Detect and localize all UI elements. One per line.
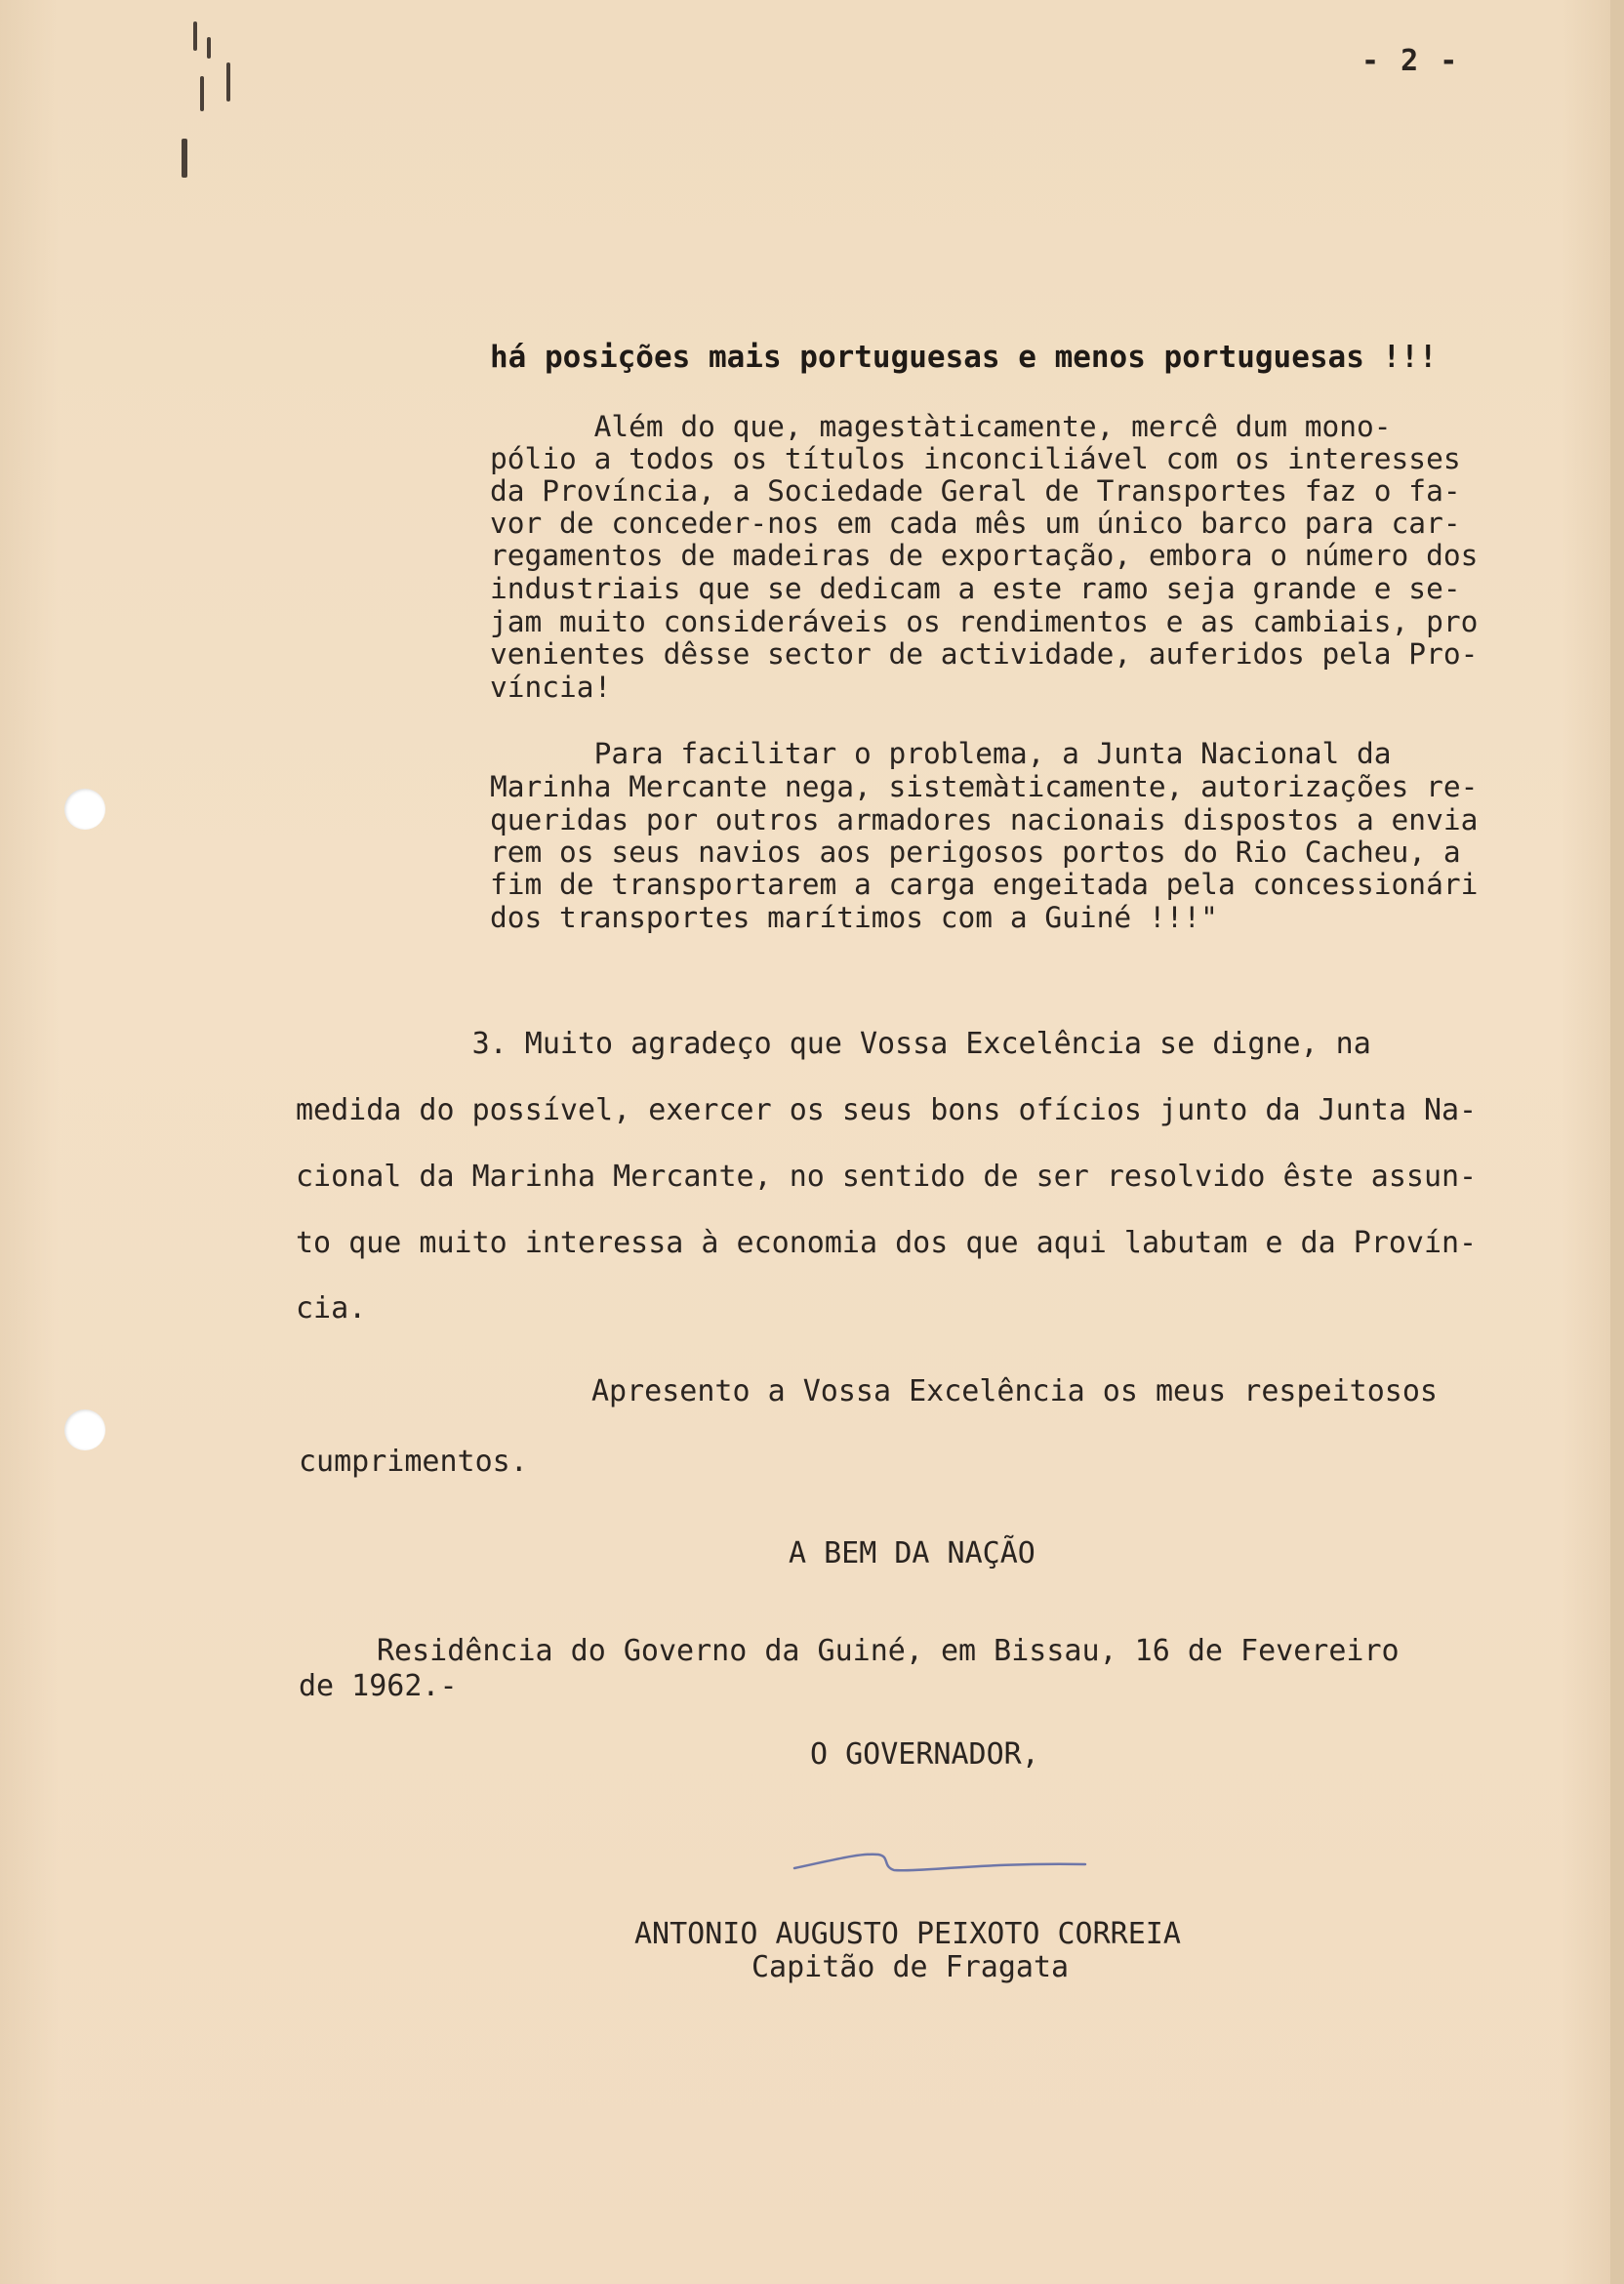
pencil-mark: [207, 37, 211, 59]
motto: A BEM DA NAÇÃO: [789, 1536, 1035, 1570]
place-date-year: de 1962.-: [299, 1669, 458, 1703]
punch-hole-lower: [64, 1409, 105, 1450]
page-number: - 2 -: [1361, 44, 1460, 78]
pencil-mark: [182, 139, 187, 178]
quote-line: vor de conceder-nos em cada mês um único barco para car-: [490, 507, 1461, 540]
paragraph-line: cia.: [296, 1291, 367, 1326]
quote-closing-line: há posições mais portuguesas e menos portuguesas !!!: [490, 340, 1438, 375]
quote-line: Para facilitar o problema, a Junta Nacional da: [490, 737, 1392, 770]
quote-line: jam muito consideráveis os rendimentos e as cambiais, pro: [490, 605, 1479, 638]
quote-line: queridas por outros armadores nacionais dispostos a envia: [490, 803, 1479, 836]
quote-line: pólio a todos os títulos inconciliável com os interesses: [490, 442, 1461, 475]
pencil-mark: [193, 21, 197, 51]
quote-line: venientes dêsse sector de actividade, auferidos pela Pro-: [490, 637, 1479, 671]
signatory-title: O GOVERNADOR,: [810, 1737, 1039, 1772]
quote-line: Além do que, magestàticamente, mercê dum mono-: [490, 410, 1392, 443]
pencil-mark: [200, 76, 204, 111]
page-edge: [1610, 0, 1624, 2284]
paragraph-line: 3. Muito agradeço que Vossa Excelência se digne, na: [296, 1027, 1371, 1061]
quote-line: da Província, a Sociedade Geral de Transportes faz o fa-: [490, 474, 1461, 508]
quote-line: víncia!: [490, 671, 612, 704]
paragraph-line: medida do possível, exercer os seus bons ofícios junto da Junta Na-: [296, 1093, 1478, 1127]
pencil-mark: [226, 62, 230, 102]
signatory-name: ANTONIO AUGUSTO PEIXOTO CORREIA: [634, 1917, 1181, 1951]
quote-line: industriais que se dedicam a este ramo seja grande e se-: [490, 572, 1461, 605]
quote-line: dos transportes marítimos com a Guiné !!!": [490, 901, 1218, 934]
paragraph-line: to que muito interessa à economia dos que aqui labutam e da Provín-: [296, 1226, 1478, 1260]
place-date: Residência do Governo da Guiné, em Bissau, 16 de Fevereiro: [377, 1634, 1400, 1668]
paragraph-line: cional da Marinha Mercante, no sentido de ser resolvido êste assun-: [296, 1160, 1478, 1194]
closing-greeting-end: cumprimentos.: [299, 1445, 528, 1479]
quote-line: fim de transportarem a carga engeitada pela concessionári: [490, 868, 1479, 901]
signature: [792, 1843, 1095, 1882]
quote-line: Marinha Mercante nega, sistemàticamente, autorizações re-: [490, 770, 1479, 803]
quote-line: rem os seus navios aos perigosos portos do Rio Cacheu, a: [490, 836, 1461, 869]
signatory-rank: Capitão de Fragata: [751, 1950, 1070, 1984]
quote-line: regamentos de madeiras de exportação, embora o número dos: [490, 539, 1479, 572]
punch-hole-upper: [64, 789, 105, 830]
closing-greeting: Apresento a Vossa Excelência os meus respeitosos: [591, 1374, 1438, 1408]
